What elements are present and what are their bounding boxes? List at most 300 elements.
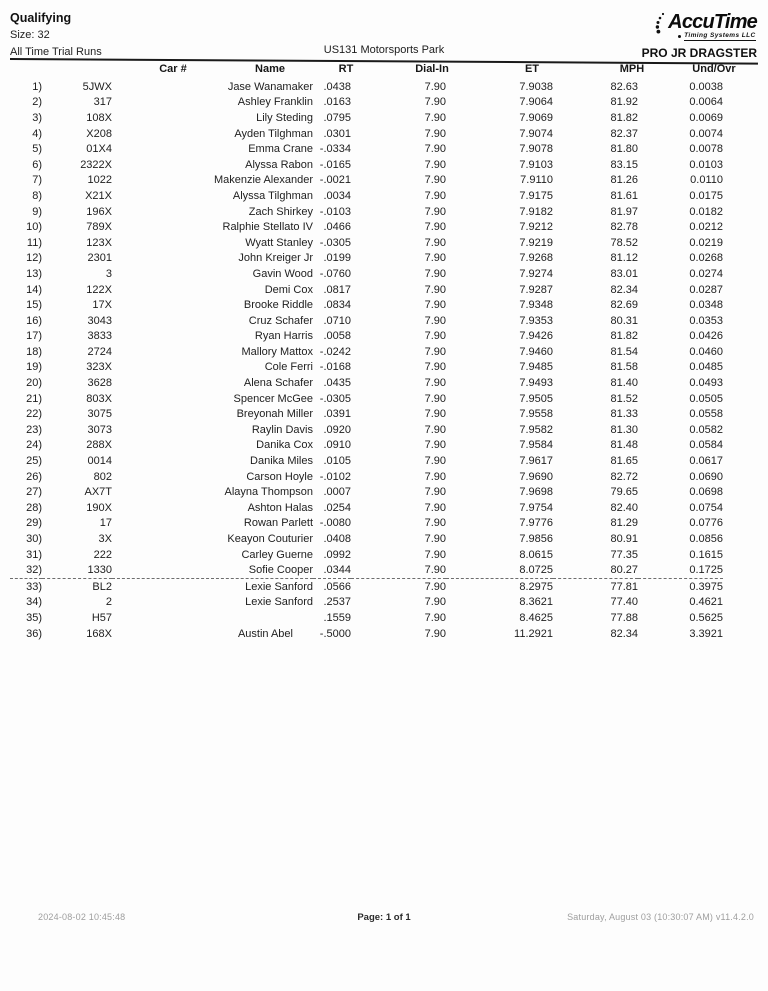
- row-driver-name: Mallory Mattox: [241, 345, 313, 358]
- row-reaction-time: .0199: [323, 252, 351, 265]
- row-position: 8): [32, 189, 42, 202]
- table-row: [10, 266, 723, 282]
- row-reaction-time: .0254: [323, 501, 351, 514]
- table-row: [10, 313, 723, 329]
- row-car-number: 17: [99, 517, 112, 530]
- row-position: 2): [32, 96, 42, 109]
- row-mph: 83.01: [610, 267, 638, 280]
- row-driver-name: Ryan Harris: [254, 330, 313, 343]
- row-mph: 81.52: [610, 392, 638, 405]
- row-under-over: 0.0460: [689, 345, 723, 358]
- table-row: [10, 157, 723, 173]
- row-dial-in: 7.90: [424, 439, 446, 452]
- column-header-mph: MPH: [619, 63, 645, 75]
- row-elapsed-time: 7.9460: [519, 345, 553, 358]
- row-dial-in: 7.90: [424, 267, 446, 280]
- row-under-over: 0.0505: [689, 392, 723, 405]
- table-row: [10, 438, 723, 454]
- row-position: 29): [26, 517, 42, 530]
- row-mph: 77.35: [610, 548, 638, 561]
- table-row: [10, 562, 723, 578]
- row-elapsed-time: 7.9038: [519, 80, 553, 93]
- row-dial-in: 7.90: [424, 174, 446, 187]
- row-mph: 81.29: [610, 517, 638, 530]
- row-car-number: X208: [86, 127, 112, 140]
- row-driver-name: Keayon Couturier: [227, 533, 313, 546]
- print-timestamp: 2024-08-02 10:45:48: [38, 912, 126, 922]
- row-under-over: 0.0690: [689, 470, 723, 483]
- row-reaction-time: .0301: [323, 127, 351, 140]
- brand-block: [642, 12, 757, 60]
- row-under-over: 0.4621: [689, 596, 723, 609]
- row-elapsed-time: 7.9212: [519, 221, 553, 234]
- row-car-number: 190X: [86, 501, 112, 514]
- row-position: 34): [26, 596, 42, 609]
- table-row: [10, 344, 723, 360]
- row-under-over: 0.1615: [689, 548, 723, 561]
- row-elapsed-time: 7.9754: [519, 501, 553, 514]
- row-elapsed-time: 8.3621: [519, 596, 553, 609]
- row-under-over: 0.0584: [689, 439, 723, 452]
- row-dial-in: 7.90: [424, 314, 446, 327]
- row-driver-name: Alyssa Rabon: [245, 158, 313, 171]
- row-position: 35): [26, 611, 42, 624]
- row-driver-name: Lily Steding: [256, 111, 313, 124]
- row-dial-in: 7.90: [424, 96, 446, 109]
- row-reaction-time: .0391: [323, 408, 351, 421]
- row-driver-name: Brooke Riddle: [243, 299, 313, 312]
- row-mph: 81.30: [610, 423, 638, 436]
- row-elapsed-time: 7.9110: [520, 174, 553, 187]
- row-dial-in: 7.90: [424, 392, 446, 405]
- row-car-number: 3043: [87, 314, 112, 327]
- row-car-number: 196X: [86, 205, 112, 218]
- row-driver-name: Spencer McGee: [233, 392, 313, 405]
- row-under-over: 0.0274: [689, 267, 723, 280]
- table-row: [10, 484, 723, 500]
- table-row: [10, 391, 723, 407]
- row-position: 28): [26, 501, 42, 514]
- row-mph: 81.33: [610, 408, 638, 421]
- row-driver-name: Ralphie Stellato IV: [222, 221, 313, 234]
- row-elapsed-time: 7.9103: [519, 158, 553, 171]
- row-driver-name: Wyatt Stanley: [245, 236, 313, 249]
- row-car-number: 2: [105, 596, 112, 609]
- row-driver-name: Gavin Wood: [252, 267, 313, 280]
- row-reaction-time: .0910: [323, 439, 351, 452]
- row-reaction-time: .0992: [323, 548, 351, 561]
- row-under-over: 0.1725: [689, 564, 723, 577]
- row-mph: 82.37: [610, 127, 638, 140]
- row-mph: 82.69: [610, 299, 638, 312]
- row-reaction-time: -.0102: [319, 470, 351, 483]
- table-row: [10, 219, 723, 235]
- row-dial-in: 7.90: [424, 158, 446, 171]
- row-dial-in: 7.90: [424, 345, 446, 358]
- row-driver-name: Carley Guerne: [241, 548, 313, 561]
- row-car-number: 122X: [86, 283, 112, 296]
- row-dial-in: 7.90: [424, 236, 446, 249]
- row-under-over: 0.0268: [689, 252, 723, 265]
- row-under-over: 0.0182: [689, 205, 723, 218]
- row-under-over: 0.3975: [638, 579, 723, 595]
- row-mph: 83.15: [610, 158, 638, 171]
- row-mph: 81.40: [610, 377, 638, 390]
- row-mph: 82.34: [610, 627, 638, 640]
- row-car-number: AX7T: [84, 486, 112, 499]
- row-under-over: 0.0856: [689, 533, 723, 546]
- row-dial-in: 7.90: [424, 205, 446, 218]
- row-car-number: 323X: [86, 361, 112, 374]
- row-elapsed-time: 7.9493: [519, 377, 553, 390]
- row-dial-in: 7.90: [424, 252, 446, 265]
- row-position: 27): [26, 486, 42, 499]
- row-driver-name: Cole Ferri: [264, 361, 313, 374]
- table-row: [10, 282, 723, 298]
- row-dial-in: 7.90: [424, 596, 446, 609]
- row-driver-name: Ayden Tilghman: [234, 127, 313, 140]
- row-elapsed-time: 7.9584: [519, 439, 553, 452]
- report-header: [0, 0, 768, 58]
- row-position: 36): [26, 627, 42, 640]
- row-mph: 81.12: [610, 252, 638, 265]
- row-driver-name: Alayna Thompson: [224, 486, 313, 499]
- row-elapsed-time: 7.9078: [519, 143, 553, 156]
- row-dial-in: 7.90: [424, 330, 446, 343]
- page-footer: [0, 912, 768, 928]
- row-elapsed-time: 7.9074: [519, 127, 553, 140]
- row-under-over: 0.0754: [689, 501, 723, 514]
- row-driver-name: Alena Schafer: [243, 377, 313, 390]
- row-elapsed-time: 7.9069: [519, 111, 553, 124]
- row-elapsed-time: 7.9505: [519, 392, 553, 405]
- row-position: 26): [26, 470, 42, 483]
- row-car-number: 123X: [86, 236, 112, 249]
- table-row: [10, 360, 723, 376]
- row-reaction-time: -.0334: [319, 143, 351, 156]
- table-row: [10, 126, 723, 142]
- column-header-car: Car #: [159, 63, 187, 75]
- logo-dots-icon: [654, 12, 666, 36]
- row-dial-in: 7.90: [424, 548, 446, 561]
- row-driver-name: Austin Abel: [237, 627, 293, 640]
- row-mph: 81.80: [610, 143, 638, 156]
- row-driver-name: Danika Miles: [250, 455, 313, 468]
- row-driver-name: Carson Hoyle: [246, 470, 313, 483]
- column-header-row: [0, 60, 768, 79]
- row-dial-in: 7.90: [424, 111, 446, 124]
- row-under-over: 0.0219: [689, 236, 723, 249]
- row-position: 15): [26, 299, 42, 312]
- row-car-number: 01X4: [86, 143, 112, 156]
- row-position: 4): [32, 127, 42, 140]
- table-row: [10, 141, 723, 157]
- row-elapsed-time: 7.9287: [519, 283, 553, 296]
- row-under-over: 3.3921: [689, 627, 723, 640]
- row-mph: 82.72: [610, 470, 638, 483]
- row-car-number: 803X: [86, 392, 112, 405]
- row-elapsed-time: 8.4625: [519, 611, 553, 624]
- column-header-rt: RT: [338, 63, 354, 75]
- row-dial-in: 7.90: [424, 533, 446, 546]
- row-reaction-time: .0435: [323, 377, 351, 390]
- row-dial-in: 7.90: [424, 189, 446, 202]
- row-position: 19): [26, 361, 42, 374]
- row-car-number: 317: [93, 96, 112, 109]
- row-driver-name: Makenzie Alexander: [213, 174, 313, 187]
- row-reaction-time: -.0021: [319, 174, 351, 187]
- row-car-number: 5JWX: [82, 80, 112, 93]
- row-dial-in: 7.90: [424, 143, 446, 156]
- row-position: 16): [26, 314, 42, 327]
- row-reaction-time: .0058: [323, 330, 351, 343]
- row-elapsed-time: 7.9698: [519, 486, 553, 499]
- row-driver-name: Breyonah Miller: [236, 408, 313, 421]
- row-position: 32): [26, 564, 42, 577]
- row-dial-in: 7.90: [424, 486, 446, 499]
- row-under-over: 0.0558: [689, 408, 723, 421]
- row-under-over: 0.0426: [689, 330, 723, 343]
- table-row: [10, 453, 723, 469]
- row-mph: 81.92: [610, 96, 638, 109]
- table-row: [10, 626, 723, 642]
- row-under-over: 0.0776: [689, 517, 723, 530]
- row-car-number: 3628: [87, 377, 112, 390]
- row-position: 6): [32, 158, 42, 171]
- row-under-over: 0.0348: [689, 299, 723, 312]
- row-reaction-time: -.0760: [319, 267, 351, 280]
- row-position: 14): [26, 283, 42, 296]
- row-elapsed-time: 8.2975: [446, 579, 553, 595]
- row-mph: 80.91: [610, 533, 638, 546]
- row-elapsed-time: 7.9219: [519, 236, 553, 249]
- results-table-wrap: [10, 79, 768, 641]
- row-car-number: 288X: [86, 439, 112, 452]
- venue-name: US131 Motorsports Park: [323, 44, 445, 56]
- table-row: [10, 547, 723, 563]
- row-dial-in: 7.90: [424, 517, 446, 530]
- row-mph: 82.63: [610, 80, 638, 93]
- column-header-dialin: Dial-In: [415, 63, 449, 75]
- logo-tagline-dot-icon: [678, 35, 681, 38]
- row-under-over: 0.0110: [690, 174, 723, 187]
- row-driver-name: Demi Cox: [264, 283, 313, 296]
- row-under-over: 0.0069: [689, 111, 723, 124]
- column-header-name: Name: [255, 63, 285, 75]
- table-row: [10, 188, 723, 204]
- row-position: 5): [32, 143, 42, 156]
- row-dial-in: 7.90: [424, 611, 446, 624]
- row-reaction-time: -.0103: [319, 205, 351, 218]
- row-car-number: 1330: [87, 564, 112, 577]
- row-under-over: 0.0287: [689, 283, 723, 296]
- row-car-number: 3075: [87, 408, 112, 421]
- page-number: Page: 1 of 1: [357, 912, 411, 923]
- row-reaction-time: -.0080: [319, 517, 351, 530]
- row-reaction-time: .0105: [323, 455, 351, 468]
- row-reaction-time: .0438: [323, 80, 351, 93]
- row-reaction-time: -.0242: [319, 345, 351, 358]
- row-mph: 82.34: [610, 283, 638, 296]
- row-mph: 81.61: [610, 189, 638, 202]
- row-mph: 80.27: [610, 564, 638, 577]
- row-dial-in: 7.90: [424, 361, 446, 374]
- row-car-number: 0014: [87, 455, 112, 468]
- row-mph: 77.81: [553, 579, 638, 595]
- class-category: PRO JR DRAGSTER: [641, 46, 757, 60]
- table-row: [10, 579, 723, 595]
- row-reaction-time: .0566: [313, 579, 351, 595]
- row-mph: 81.82: [610, 330, 638, 343]
- row-under-over: 0.0078: [689, 143, 723, 156]
- row-driver-name: [112, 610, 313, 626]
- row-car-number: 108X: [86, 111, 112, 124]
- table-row: [10, 610, 723, 626]
- logo-brand-text: AccuTime: [668, 11, 757, 33]
- row-driver-name: Jase Wanamaker: [227, 80, 313, 93]
- row-under-over: 0.0212: [689, 221, 723, 234]
- row-elapsed-time: 8.0725: [519, 564, 553, 577]
- row-under-over: 0.0485: [689, 361, 723, 374]
- row-dial-in: 7.90: [424, 455, 446, 468]
- table-row: [10, 204, 723, 220]
- row-car-number: 1022: [87, 174, 112, 187]
- row-position: 30): [26, 533, 42, 546]
- table-row: [10, 329, 723, 345]
- row-position: 17): [26, 330, 42, 343]
- row-driver-name: Danika Cox: [256, 439, 313, 452]
- row-reaction-time: .0034: [323, 189, 351, 202]
- row-elapsed-time: 7.9426: [519, 330, 553, 343]
- table-row: [10, 516, 723, 532]
- row-car-number: 3073: [87, 423, 112, 436]
- row-mph: 81.26: [610, 174, 638, 187]
- row-driver-name: Emma Crane: [248, 143, 313, 156]
- row-driver-name: John Kreiger Jr: [238, 252, 313, 265]
- row-position: 18): [26, 345, 42, 358]
- row-mph: 82.40: [610, 501, 638, 514]
- row-dial-in: 7.90: [424, 221, 446, 234]
- row-reaction-time: -.0168: [319, 361, 351, 374]
- row-dial-in: 7.90: [424, 408, 446, 421]
- table-row: [10, 595, 723, 611]
- row-reaction-time: .0466: [323, 221, 351, 234]
- row-dial-in: 7.90: [424, 501, 446, 514]
- table-row: [10, 531, 723, 547]
- row-driver-name: Zach Shirkey: [248, 205, 313, 218]
- row-mph: 81.65: [610, 455, 638, 468]
- row-elapsed-time: 7.9690: [519, 470, 553, 483]
- row-driver-name: Alyssa Tilghman: [232, 189, 313, 202]
- table-row: [10, 422, 723, 438]
- row-mph: 81.58: [610, 361, 638, 374]
- table-row: [10, 79, 723, 95]
- row-reaction-time: .0834: [323, 299, 351, 312]
- table-row: [10, 173, 723, 189]
- row-reaction-time: .1559: [323, 611, 351, 624]
- row-dial-in: 7.90: [424, 283, 446, 296]
- row-position: 7): [32, 174, 42, 187]
- row-elapsed-time: 7.9776: [519, 517, 553, 530]
- row-driver-name: Rowan Parlett: [243, 517, 313, 530]
- row-elapsed-time: 7.9268: [519, 252, 553, 265]
- row-mph: 77.88: [610, 611, 638, 624]
- row-car-number: 802: [93, 470, 112, 483]
- table-row: [10, 251, 723, 267]
- row-position: 10): [26, 221, 42, 234]
- runs-label: All Time Trial Runs: [10, 46, 102, 58]
- logo-tagline: [678, 32, 757, 41]
- row-position: 31): [26, 548, 42, 561]
- row-car-number: 17X: [92, 299, 112, 312]
- row-reaction-time: .0163: [323, 96, 351, 109]
- row-position: 20): [26, 377, 42, 390]
- row-reaction-time: -.0165: [319, 158, 351, 171]
- row-elapsed-time: 7.9617: [519, 455, 553, 468]
- table-row: [10, 110, 723, 126]
- row-under-over: 0.0038: [689, 80, 723, 93]
- table-row: [10, 469, 723, 485]
- row-reaction-time: -.5000: [319, 627, 351, 640]
- row-elapsed-time: 7.9353: [519, 314, 553, 327]
- row-dial-in: 7.90: [424, 470, 446, 483]
- row-elapsed-time: 7.9582: [519, 423, 553, 436]
- row-car-number: 3833: [87, 330, 112, 343]
- column-header-undovr: Und/Ovr: [692, 63, 736, 75]
- row-position: 23): [26, 423, 42, 436]
- row-reaction-time: .0710: [323, 314, 351, 327]
- row-position: 1): [32, 80, 42, 93]
- table-row: [10, 235, 723, 251]
- results-body: [10, 79, 723, 641]
- row-under-over: 0.0493: [689, 377, 723, 390]
- row-driver-name: Lexie Sanford: [245, 596, 313, 609]
- row-position: 24): [26, 439, 42, 452]
- row-reaction-time: .0920: [323, 423, 351, 436]
- table-row: [10, 406, 723, 422]
- row-driver-name: Cruz Schafer: [248, 314, 313, 327]
- row-reaction-time: .0795: [323, 111, 351, 124]
- results-table: [10, 79, 723, 641]
- row-under-over: 0.0582: [689, 423, 723, 436]
- row-elapsed-time: 7.9064: [519, 96, 553, 109]
- row-elapsed-time: 7.9182: [519, 205, 553, 218]
- column-header-et: ET: [524, 63, 540, 75]
- row-mph: 81.54: [610, 345, 638, 358]
- row-reaction-time: -.0305: [319, 392, 351, 405]
- row-position: 9): [32, 205, 42, 218]
- row-position: 13): [26, 267, 42, 280]
- row-reaction-time: .0817: [323, 283, 351, 296]
- accutime-logo: [654, 12, 757, 41]
- row-elapsed-time: 7.9348: [519, 299, 553, 312]
- row-dial-in: 7.90: [424, 299, 446, 312]
- row-under-over: 0.0064: [689, 96, 723, 109]
- row-car-number: 3X: [98, 533, 112, 546]
- row-car-number: 3: [105, 267, 112, 280]
- row-under-over: 0.0103: [689, 158, 723, 171]
- logo-tagline-text: Timing Systems LLC: [684, 32, 756, 39]
- row-dial-in: 7.90: [424, 423, 446, 436]
- row-car-number: 2322X: [80, 158, 112, 171]
- table-row: [10, 297, 723, 313]
- row-driver-name: Ashley Franklin: [237, 96, 313, 109]
- field-size-label: Size: 32: [10, 29, 50, 41]
- row-dial-in: 7.90: [424, 80, 446, 93]
- row-car-number: H57: [91, 611, 112, 624]
- row-position: 33): [10, 579, 42, 595]
- row-under-over: 0.0074: [689, 127, 723, 140]
